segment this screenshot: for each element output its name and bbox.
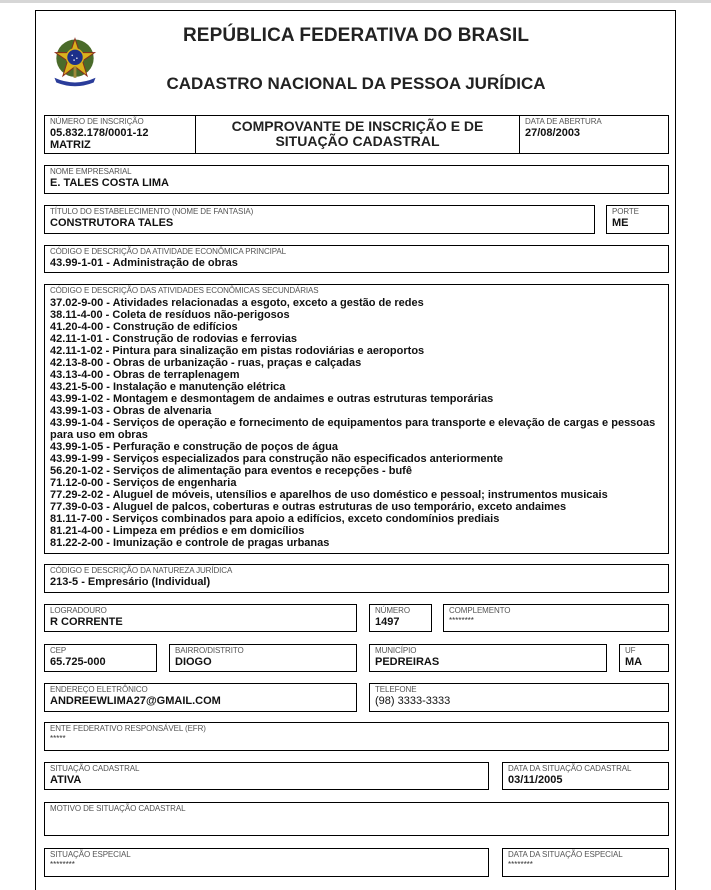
list-item: 43.99-1-04 - Serviços de operação e fornecimento de equipamentos para transporte e elevação de cargas e pessoas para uso em obras [50,417,656,441]
atividades-secundarias-field: CÓDIGO E DESCRIÇÃO DAS ATIVIDADES ECONÔMICAS SECUNDÁRIAS 37.02-9-00 - Atividades relacionadas a esgoto, exceto a gestão de redes 38.11-4-00 - Coleta de resíduos não-perigosos 41.20-4-00 - Construção de edifícios 42.11-1-01 - Construção de rodovias e ferrovias 42.11-1-02 - Pintura para sinalização em pistas rodoviárias e aeroportos 42.13-8-00 - Obras de urbanização - ruas, praças e calçadas 43.13-4-00 - Obras de terraplenagem 43.21-5-00 - Instalação e manutenção elétrica 43.99-1-02 - Montagem e desmontagem de andaimes e outras estruturas temporárias 43.99-1-03 - Obras de alvenaria 43.99-1-04 - Serviços de operação e fornecimento de equipamentos para transporte e elevação de cargas e pessoas para uso em obras 43.99-1-05 - Perfuração e construção de poços de água 43.99-1-99 - Serviços especializados para construção não especificados anteriormente 56.20-1-02 - Serviços de alimentação para eventos e recepções - bufê 71.12-0-00 - Serviços de engenharia 77.29-2-02 - Aluguel de móveis, utensílios e aparelhos de uso doméstico e pessoal; instrumentos musicais 77.39-0-03 - Aluguel de palcos, coberturas e outras estruturas de uso temporário, exceto andaimes 81.11-7-00 - Serviços combinados para apoio a edifícios, exceto condomínios prediais 81.21-4-00 - Limpeza em prédios e em domicílios 81.22-2-00 - Imunização e controle de pragas urbanas [44,284,669,554]
situacao-cadastral-field: SITUAÇÃO CADASTRAL ATIVA [44,762,489,790]
list-item: 56.20-1-02 - Serviços de alimentação para eventos e recepções - bufê [50,465,412,477]
status-badge: ATIVA [50,774,82,786]
nome-empresarial-field: NOME EMPRESARIAL E. TALES COSTA LIMA [44,165,669,194]
atividades-list [50,297,668,549]
document-title: COMPROVANTE DE INSCRIÇÃO E DE SITUAÇÃO CADASTRAL [195,115,520,154]
inscricao-field: NÚMERO DE INSCRIÇÃO 05.832.178/0001-12 MATRIZ [44,115,196,154]
data-situacao-field: DATA DA SITUAÇÃO CADASTRAL 03/11/2005 [502,762,669,790]
municipio-field: MUNICÍPIO PEDREIRAS [369,644,607,672]
motivo-field: MOTIVO DE SITUAÇÃO CADASTRAL [44,802,669,836]
email-field: ENDEREÇO ELETRÔNICO ANDREEWLIMA27@GMAIL.COM [44,683,357,712]
list-item: 37.02-9-00 - Atividades relacionadas a esgoto, exceto a gestão de redes [50,297,424,309]
list-item: 43.21-5-00 - Instalação e manutenção elétrica [50,381,286,393]
complemento-field: COMPLEMENTO ******** [443,604,669,632]
list-item: 43.99-1-05 - Perfuração e construção de poços de água [50,441,338,453]
bairro-field: BAIRRO/DISTRITO DIOGO [169,644,357,672]
list-item: 42.13-8-00 - Obras de urbanização - ruas, praças e calçadas [50,357,362,369]
list-item: 42.11-1-01 - Construção de rodovias e ferrovias [50,333,297,345]
list-item: 43.99-1-03 - Obras de alvenaria [50,405,212,417]
list-item: 81.22-2-00 - Imunização e controle de pragas urbanas [50,537,330,549]
situacao-especial-field: SITUAÇÃO ESPECIAL ******** [44,848,489,877]
efr-field: ENTE FEDERATIVO RESPONSÁVEL (EFR) ***** [44,722,669,751]
cep-field: CEP 65.725-000 [44,644,157,672]
list-item: 71.12-0-00 - Serviços de engenharia [50,477,237,489]
numero-field: NÚMERO 1497 [369,604,432,632]
logradouro-field: LOGRADOURO R CORRENTE [44,604,357,632]
list-item: 41.20-4-00 - Construção de edifícios [50,321,238,333]
list-item: 77.29-2-02 - Aluguel de móveis, utensílios e aparelhos de uso doméstico e pessoal; instrumentos musicais [50,489,608,501]
list-item: 42.11-1-02 - Pintura para sinalização em pistas rodoviárias e aeroportos [50,345,425,357]
porte-field: PORTE ME [606,205,669,234]
fantasia-field: TÍTULO DO ESTABELECIMENTO (NOME DE FANTASIA) CONSTRUTORA TALES [44,205,595,234]
abertura-field: DATA DE ABERTURA 27/08/2003 [519,115,669,154]
tipo-value: MATRIZ [50,139,91,151]
list-item: 43.99-1-99 - Serviços especializados para construção não especificados anteriormente [50,453,504,465]
list-item: 43.13-4-00 - Obras de terraplenagem [50,369,240,381]
list-item: 43.99-1-02 - Montagem e desmontagem de andaimes e outras estruturas temporárias [50,393,494,405]
cnpj-value: 05.832.178/0001-12 [50,127,149,139]
list-item: 81.21-4-00 - Limpeza em prédios e em domicílios [50,525,305,537]
list-item: 81.11-7-00 - Serviços combinados para apoio a edifícios, exceto condomínios prediais [50,513,500,525]
registry-heading: CADASTRO NACIONAL DA PESSOA JURÍDICA [166,74,546,93]
top-strip [0,0,711,3]
list-item: 38.11-4-00 - Coleta de resíduos não-perigosos [50,309,290,321]
uf-field: UF MA [619,644,669,672]
data-situacao-especial-field: DATA DA SITUAÇÃO ESPECIAL ******** [502,848,669,877]
natureza-juridica-field: CÓDIGO E DESCRIÇÃO DA NATUREZA JURÍDICA 213-5 - Empresário (Individual) [44,564,669,593]
atividade-principal-field: CÓDIGO E DESCRIÇÃO DA ATIVIDADE ECONÔMICA PRINCIPAL 43.99-1-01 - Administração de obras [44,245,669,273]
list-item: 77.39-0-03 - Aluguel de palcos, coberturas e outras estruturas de uso temporário, exceto andaimes [50,501,567,513]
country-heading: REPÚBLICA FEDERATIVA DO BRASIL [182,25,530,46]
telefone-field: TELEFONE (98) 3333-3333 [369,683,669,712]
